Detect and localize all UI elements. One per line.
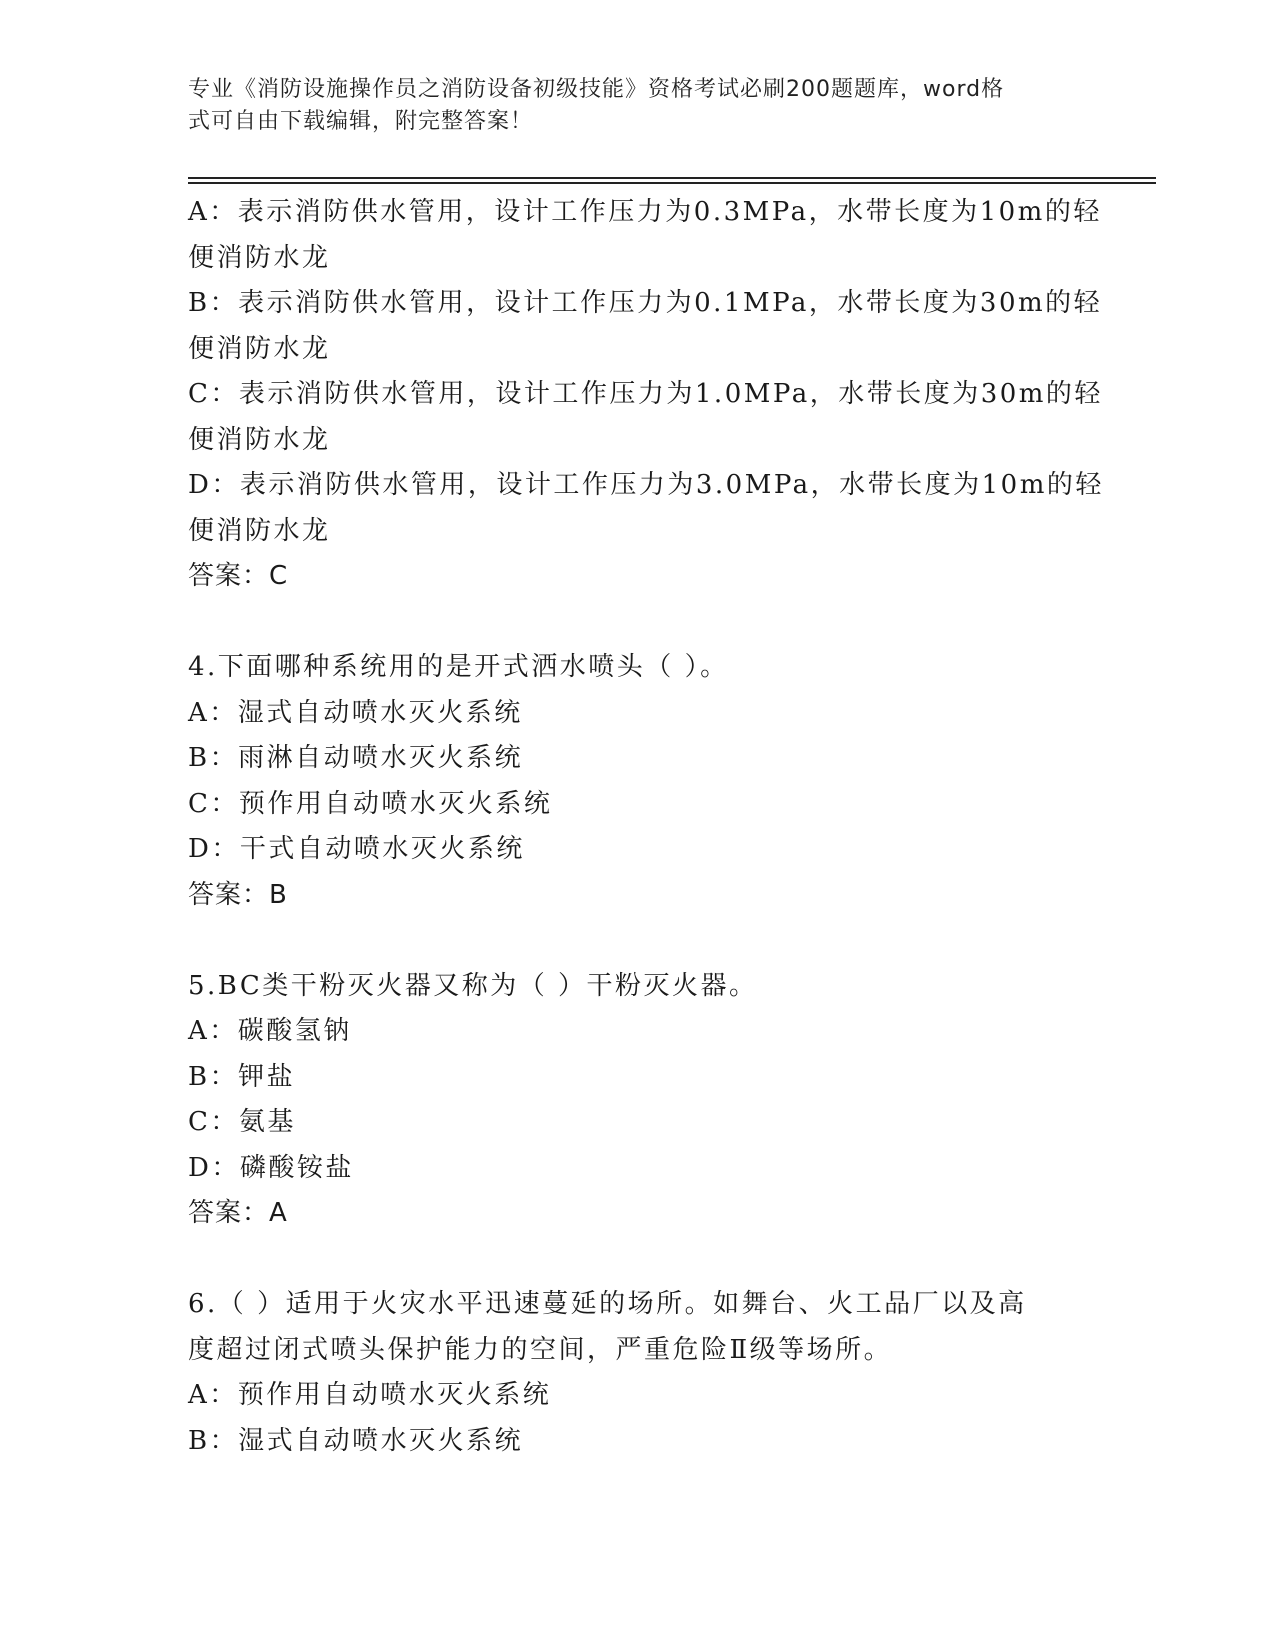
q3-option-d-line-1: D：表示消防供水管用，设计工作压力为3.0MPa，水带长度为10m的轻 xyxy=(188,470,1104,500)
q5-option-d: D：磷酸铵盐 xyxy=(188,1152,354,1183)
q6-question-line-2: 度超过闭式喷头保护能力的空间，严重危险Ⅱ级等场所。 xyxy=(188,1334,893,1365)
q3-option-a-line-1: A：表示消防供水管用，设计工作压力为0.3MPa，水带长度为10m的轻 xyxy=(188,197,1102,227)
q4-option-b: B：雨淋自动喷水灭火系统 xyxy=(188,743,524,773)
spacer xyxy=(188,1237,1088,1283)
q3-option-d-line-2: 便消防水龙 xyxy=(188,515,331,546)
header-divider-bottom xyxy=(188,182,1156,184)
q3-option-a-line-2: 便消防水龙 xyxy=(188,242,331,273)
q5-answer: 答案：A xyxy=(188,1198,288,1228)
q6-option-a: A：预作用自动喷水灭火系统 xyxy=(188,1380,552,1410)
q4-option-c: C：预作用自动喷水灭火系统 xyxy=(188,788,553,819)
q5-option-c: C：氨基 xyxy=(188,1107,296,1137)
q4-option-d: D：干式自动喷水灭火系统 xyxy=(188,834,525,864)
spacer xyxy=(188,918,1088,964)
header-title-line-2: 式可自由下载编辑，附完整答案！ xyxy=(188,109,534,134)
document-header xyxy=(188,74,1068,138)
q3-option-c-line-1: C：表示消防供水管用，设计工作压力为1.0MPa，水带长度为30m的轻 xyxy=(188,379,1103,409)
q6-option-b: B：湿式自动喷水灭火系统 xyxy=(188,1425,524,1456)
q3-option-c-line-2: 便消防水龙 xyxy=(188,424,331,455)
q3-answer: 答案：C xyxy=(188,561,289,591)
header-title-line-1: 专业《消防设施操作员之消防设备初级技能》资格考试必刷200题题库，word格 xyxy=(188,77,1005,102)
header-divider-top xyxy=(188,177,1156,179)
question-content xyxy=(188,190,1104,1464)
q6-question-line-1: 6.（ ）适用于火灾水平迅速蔓延的场所。如舞台、火工品厂以及高 xyxy=(188,1289,1027,1319)
q4-option-a: A：湿式自动喷水灭火系统 xyxy=(188,697,523,728)
q4-answer: 答案：B xyxy=(188,879,288,910)
spacer xyxy=(188,600,1088,646)
q5-question: 5.BC类干粉灭火器又称为（ ）干粉灭火器。 xyxy=(188,970,758,1001)
q4-question: 4.下面哪种系统用的是开式洒水喷头（ ）。 xyxy=(188,652,729,682)
q3-option-b-line-2: 便消防水龙 xyxy=(188,333,331,364)
q3-option-b-line-1: B：表示消防供水管用，设计工作压力为0.1MPa，水带长度为30m的轻 xyxy=(188,288,1103,318)
q5-option-a: A：碳酸氢钠 xyxy=(188,1016,352,1046)
q5-option-b: B：钾盐 xyxy=(188,1061,296,1092)
